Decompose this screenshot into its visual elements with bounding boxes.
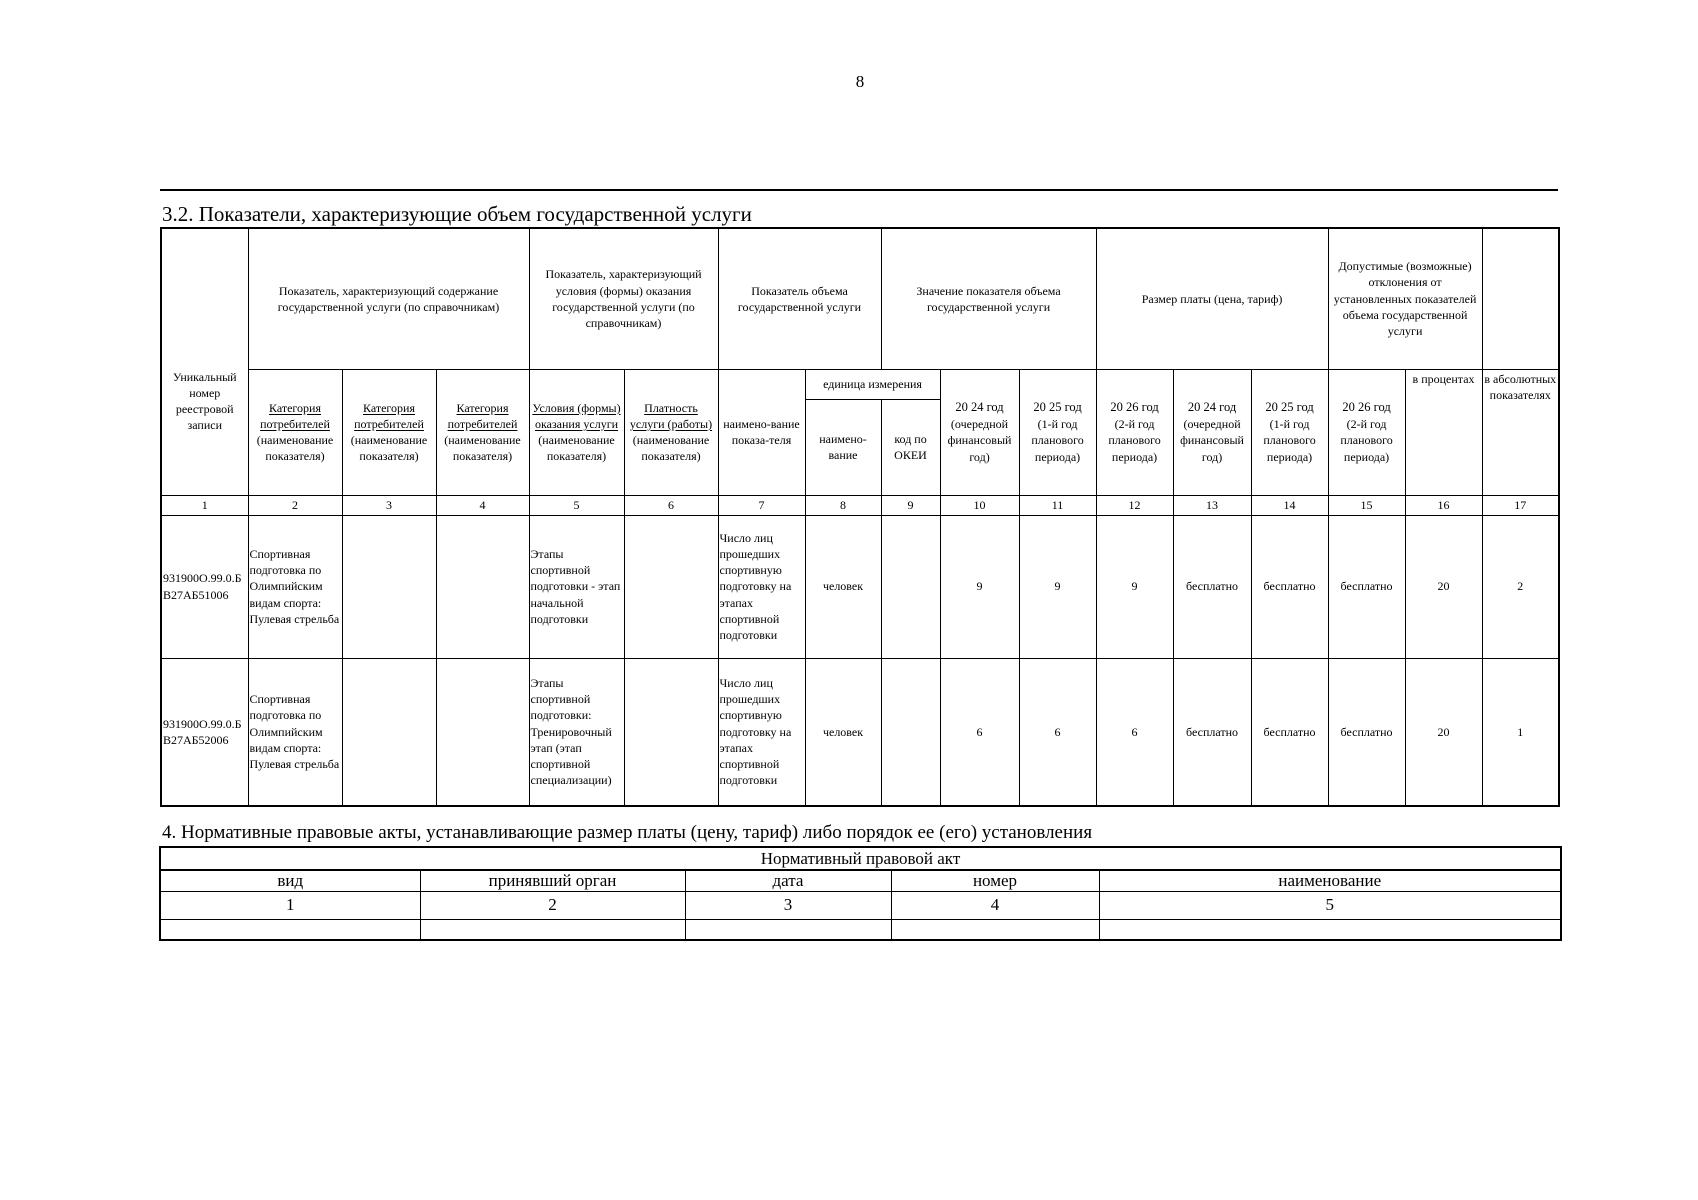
acts-column-number: 2 xyxy=(420,891,685,919)
empty-cell xyxy=(624,658,718,806)
category-label: Категория потребителей xyxy=(260,400,330,431)
year-label: 20 25 год xyxy=(1265,400,1314,415)
year-sub: (2-й год планового периода) xyxy=(1340,417,1393,464)
header-year-2025-value xyxy=(1019,369,1096,495)
empty-cell xyxy=(891,919,1099,940)
acts-caption: Нормативный правовой акт xyxy=(160,847,1561,870)
column-number: 12 xyxy=(1096,495,1173,515)
acts-column-number: 1 xyxy=(160,891,420,919)
header-volume-group: Показатель объема государственной услуги xyxy=(718,228,881,369)
value-2024: 6 xyxy=(940,658,1019,806)
category-label: Категория потребителей xyxy=(447,400,518,431)
column-number: 17 xyxy=(1482,495,1559,515)
value-2025: 9 xyxy=(1019,515,1096,658)
header-okei-code: код по ОКЕИ xyxy=(881,399,940,495)
header-year-2026-value xyxy=(1096,369,1173,495)
acts-column-header: вид xyxy=(160,870,420,891)
table-row xyxy=(161,658,1559,806)
empty-cell xyxy=(881,658,940,806)
column-number: 14 xyxy=(1251,495,1328,515)
empty-cell xyxy=(342,515,436,658)
top-rule xyxy=(160,189,1558,191)
fee-2025: бесплатно xyxy=(1251,515,1328,658)
column-number: 3 xyxy=(342,495,436,515)
registry-number: 931900О.99.0.БВ27АБ51006 xyxy=(161,515,248,658)
unit-value: человек xyxy=(805,515,881,658)
header-value-group: Значение показателя объема государственной услуги xyxy=(881,228,1096,369)
empty-cell xyxy=(881,515,940,658)
year-label: 20 25 год xyxy=(1033,400,1082,415)
column-number: 13 xyxy=(1173,495,1251,515)
conditions-value: Этапы спортивной подготовки: Тренировочный этап (этап спортивной специализации) xyxy=(529,658,624,806)
section-4-title: 4. Нормативные правовые акты, устанавливающие размер платы (цену, тариф) либо порядок ее (его) установления xyxy=(162,822,1093,843)
empty-cell xyxy=(436,515,529,658)
header-year-2025-fee xyxy=(1251,369,1328,495)
unit-value: человек xyxy=(805,658,881,806)
acts-column-header: принявший орган xyxy=(420,870,685,891)
fee-2024: бесплатно xyxy=(1173,515,1251,658)
deviation-absolute: 1 xyxy=(1482,658,1559,806)
column-number: 4 xyxy=(436,495,529,515)
year-label: 20 26 год xyxy=(1110,400,1159,415)
value-2024: 9 xyxy=(940,515,1019,658)
category-sub: (наименование показателя) xyxy=(350,433,428,464)
column-number: 11 xyxy=(1019,495,1096,515)
category-label: Категория потребителей xyxy=(354,400,424,431)
fee-2026: бесплатно xyxy=(1328,658,1405,806)
value-2026: 9 xyxy=(1096,515,1173,658)
year-sub: (1-й год планового периода) xyxy=(1031,417,1084,464)
payment-sub: (наименование показателя) xyxy=(632,433,710,464)
header-unit-group: единица измерения xyxy=(805,369,940,399)
column-number: 5 xyxy=(529,495,624,515)
registry-number: 931900О.99.0.БВ27АБ52006 xyxy=(161,658,248,806)
header-indicator-name: наимено-вание показа-теля xyxy=(718,369,805,495)
header-conditions-group: Показатель, характеризующий условия (формы) оказания государственной услуги (по справочникам) xyxy=(529,228,718,369)
value-2025: 6 xyxy=(1019,658,1096,806)
conditions-label: Условия (формы) оказания услуги xyxy=(532,400,621,431)
column-number: 1 xyxy=(161,495,248,515)
header-unit-name: наимено-вание xyxy=(805,399,881,495)
section-3-2-title: 3.2. Показатели, характеризующие объем государственной услуги xyxy=(162,202,752,226)
header-in-absolute: в абсолютных показателях xyxy=(1482,369,1559,495)
indicator-value: Число лиц прошедших спортивную подготовку на этапах спортивной подготовки xyxy=(718,658,805,806)
empty-cell xyxy=(342,658,436,806)
column-number: 6 xyxy=(624,495,718,515)
column-number: 9 xyxy=(881,495,940,515)
empty-cell xyxy=(1099,919,1561,940)
header-deviation-group: Допустимые (возможные) отклонения от установленных показателей объема государственной услуги xyxy=(1328,228,1482,369)
column-number: 10 xyxy=(940,495,1019,515)
category-value: Спортивная подготовка по Олимпийским видам спорта: Пулевая стрельба xyxy=(248,658,342,806)
table-row xyxy=(161,515,1559,658)
page-number: 8 xyxy=(855,72,865,91)
empty-cell xyxy=(685,919,891,940)
value-2026: 6 xyxy=(1096,658,1173,806)
deviation-percent: 20 xyxy=(1405,515,1482,658)
header-category-1 xyxy=(248,369,342,495)
volume-indicators-table xyxy=(160,227,1560,807)
year-label: 20 26 год xyxy=(1342,400,1391,415)
acts-column-number: 4 xyxy=(891,891,1099,919)
empty-cell xyxy=(624,515,718,658)
header-year-2024-value xyxy=(940,369,1019,495)
year-sub: (1-й год планового периода) xyxy=(1263,417,1316,464)
conditions-value: Этапы спортивной подготовки - этап начальной подготовки xyxy=(529,515,624,658)
acts-column-header: дата xyxy=(685,870,891,891)
category-sub: (наименование показателя) xyxy=(444,433,521,464)
year-label: 20 24 год xyxy=(955,400,1004,415)
header-conditions xyxy=(529,369,624,495)
header-in-percent: в процентах xyxy=(1405,369,1482,495)
column-number: 15 xyxy=(1328,495,1405,515)
acts-column-header: номер xyxy=(891,870,1099,891)
fee-2024: бесплатно xyxy=(1173,658,1251,806)
header-unique-number: Уникальный номер реестровой записи xyxy=(161,228,248,495)
year-sub: (2-й год планового периода) xyxy=(1108,417,1161,464)
header-payment xyxy=(624,369,718,495)
acts-column-number: 5 xyxy=(1099,891,1561,919)
deviation-percent: 20 xyxy=(1405,658,1482,806)
header-category-2 xyxy=(342,369,436,495)
empty-cell xyxy=(436,658,529,806)
year-sub: (очередной финансовый год) xyxy=(1180,417,1244,464)
acts-empty-row xyxy=(160,919,1561,940)
fee-2025: бесплатно xyxy=(1251,658,1328,806)
normative-acts-table xyxy=(159,846,1562,941)
payment-label: Платность услуги (работы) xyxy=(629,400,713,431)
column-number: 7 xyxy=(718,495,805,515)
column-number: 8 xyxy=(805,495,881,515)
fee-2026: бесплатно xyxy=(1328,515,1405,658)
header-fee-group: Размер платы (цена, тариф) xyxy=(1096,228,1328,369)
empty-cell xyxy=(160,919,420,940)
conditions-sub: (наименование показателя) xyxy=(538,433,615,464)
acts-column-number: 3 xyxy=(685,891,891,919)
category-sub: (наименование показателя) xyxy=(256,433,334,464)
column-number: 2 xyxy=(248,495,342,515)
category-value: Спортивная подготовка по Олимпийским видам спорта: Пулевая стрельба xyxy=(248,515,342,658)
header-year-2026-fee xyxy=(1328,369,1405,495)
deviation-absolute: 2 xyxy=(1482,515,1559,658)
column-numbers-row xyxy=(161,495,1559,515)
empty-cell xyxy=(420,919,685,940)
year-label: 20 24 год xyxy=(1187,400,1237,415)
column-number: 16 xyxy=(1405,495,1482,515)
year-sub: (очередной финансовый год) xyxy=(947,417,1012,464)
header-category-3 xyxy=(436,369,529,495)
acts-column-header: наименование xyxy=(1099,870,1561,891)
header-content-group: Показатель, характеризующий содержание государственной услуги (по справочникам) xyxy=(248,228,529,369)
indicator-value: Число лиц прошедших спортивную подготовку на этапах спортивной подготовки xyxy=(718,515,805,658)
header-year-2024-fee xyxy=(1173,369,1251,495)
